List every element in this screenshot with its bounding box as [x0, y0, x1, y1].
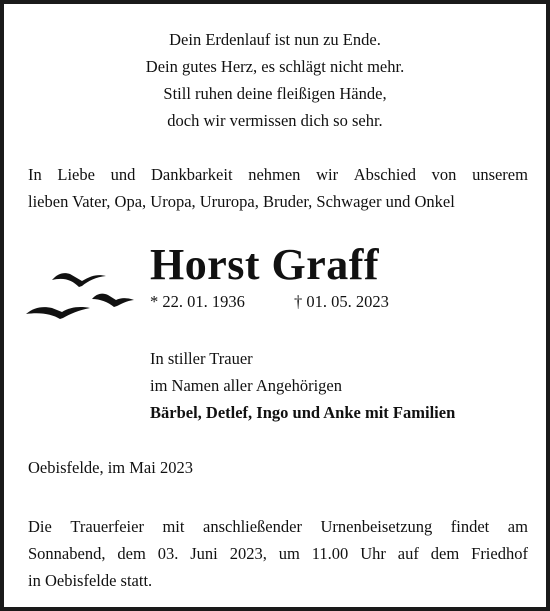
bird-icon	[52, 273, 106, 287]
funeral-word: Juni	[190, 544, 218, 563]
intro-word: Dankbarkeit	[150, 165, 233, 184]
funeral-word: dem	[430, 544, 460, 563]
funeral-word: Die	[28, 517, 52, 536]
death-date: † 01. 05. 2023	[294, 292, 389, 311]
mourners	[150, 345, 455, 426]
intro-word: wir	[316, 165, 339, 184]
intro-line-2: lieben Vater, Opa, Uropa, Ururopa, Bruder, Schwager und Onkel	[28, 192, 455, 211]
funeral-word: auf	[397, 544, 419, 563]
place-date: Oebisfelde, im Mai 2023	[28, 458, 193, 477]
funeral-word: findet	[450, 517, 490, 536]
funeral-word: 11.00	[311, 544, 349, 563]
funeral-word: 03.	[157, 544, 179, 563]
poem-line: Still ruhen deine fleißigen Hände,	[163, 84, 387, 103]
mourners-line: In stiller Trauer	[150, 349, 253, 368]
funeral-word: Sonnabend,	[28, 544, 106, 563]
deceased-name: Horst Graff	[150, 240, 380, 289]
funeral-word: Uhr	[360, 544, 386, 563]
funeral-word: um	[278, 544, 300, 563]
funeral-line-2	[28, 540, 528, 567]
funeral-word: Friedhof	[471, 544, 528, 563]
intro-word: unserem	[472, 165, 528, 184]
intro-word: und	[110, 165, 136, 184]
intro-line-1	[28, 161, 528, 188]
intro-word: nehmen	[248, 165, 301, 184]
flying-birds-icon	[22, 266, 152, 328]
bird-icon	[92, 294, 134, 307]
poem-line: doch wir vermissen dich so sehr.	[167, 111, 383, 130]
funeral-word: anschließender	[203, 517, 302, 536]
funeral-line-1	[28, 513, 528, 540]
funeral-word: Trauerfeier	[70, 517, 144, 536]
funeral-word: Urnenbeisetzung	[320, 517, 433, 536]
mourners-families: Bärbel, Detlef, Ingo und Anke mit Familien	[150, 403, 456, 422]
funeral-word: 2023,	[229, 544, 267, 563]
poem	[4, 26, 546, 134]
intro-text	[28, 161, 528, 215]
intro-word: von	[431, 165, 457, 184]
poem-line: Dein Erdenlauf ist nun zu Ende.	[169, 30, 381, 49]
funeral-notice	[28, 513, 528, 594]
bird-icon	[26, 307, 90, 319]
funeral-word: am	[507, 517, 528, 536]
funeral-word: dem	[117, 544, 146, 563]
funeral-line-3: in Oebisfelde statt.	[28, 571, 153, 590]
mourners-line: im Namen aller Angehörigen	[150, 376, 342, 395]
poem-line: Dein gutes Herz, es schlägt nicht mehr.	[145, 57, 405, 76]
intro-word: Liebe	[57, 165, 95, 184]
birth-date: * 22. 01. 1936	[150, 292, 245, 311]
intro-word: Abschied	[353, 165, 417, 184]
intro-word: In	[28, 165, 42, 184]
funeral-word: mit	[162, 517, 185, 536]
